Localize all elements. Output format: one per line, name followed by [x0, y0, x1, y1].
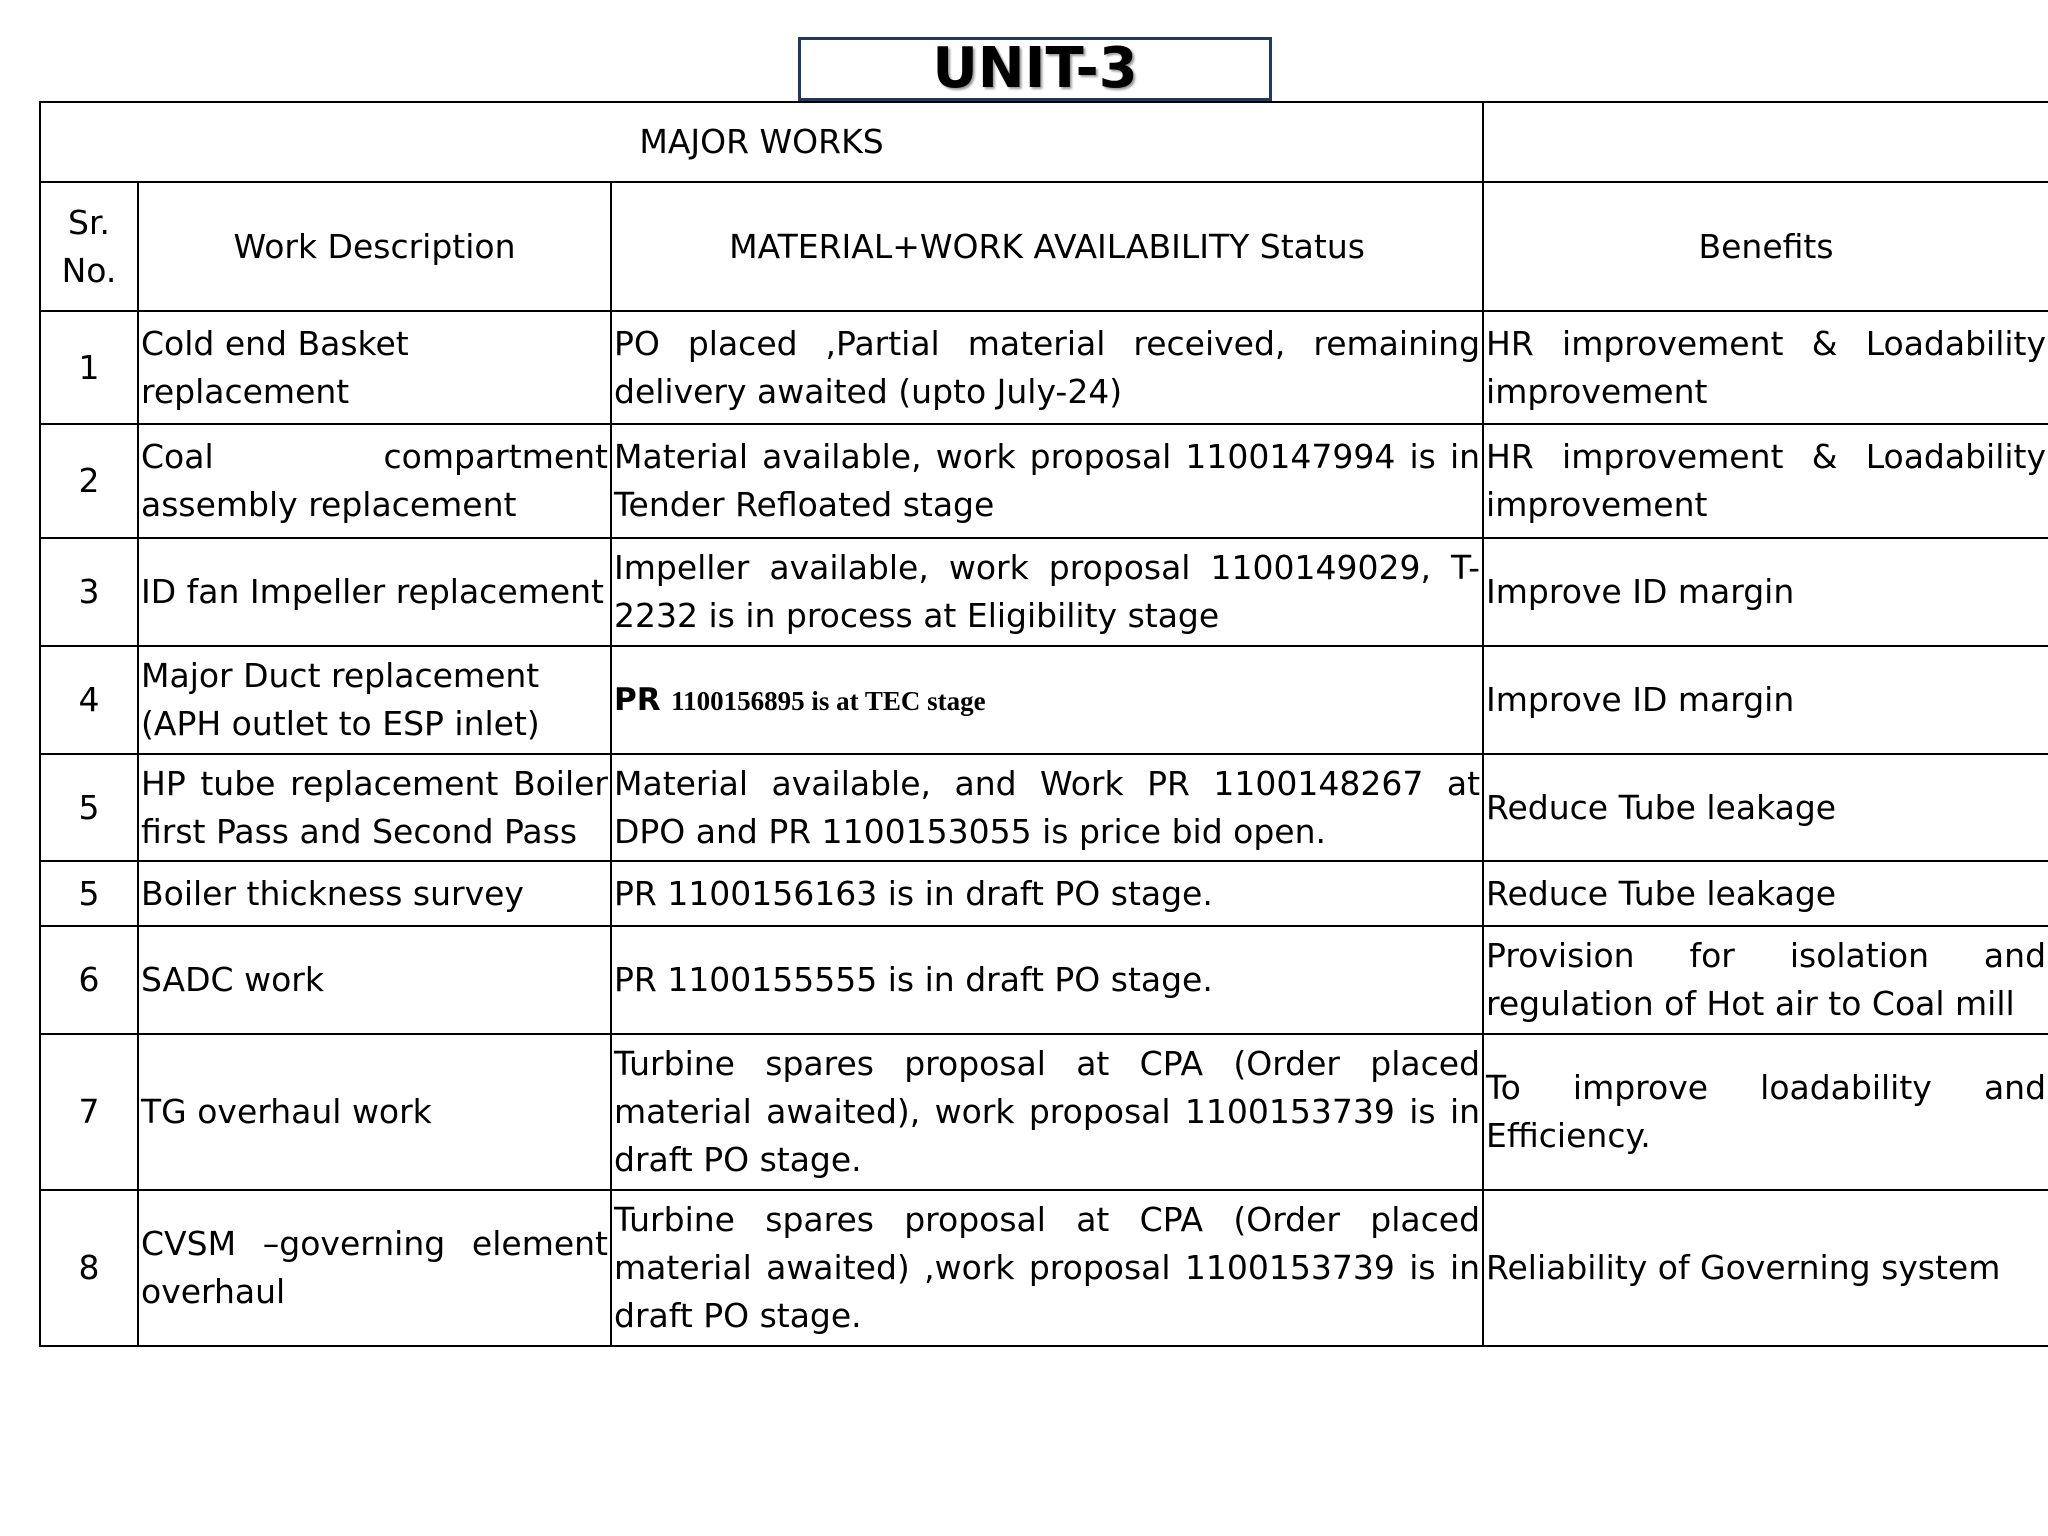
section-header-empty: [1483, 102, 2048, 182]
table-row: [40, 646, 2048, 754]
cell-desc: Major Duct replacement (APH outlet to ESP inlet): [138, 646, 611, 754]
section-header: MAJOR WORKS: [40, 102, 1483, 182]
cell-status: PO placed ,Partial material received, remaining delivery awaited (upto July-24): [611, 311, 1483, 424]
col-header-sr: Sr. No.: [40, 182, 138, 311]
col-header-desc: Work Description: [138, 182, 611, 311]
major-works-table: [39, 101, 2048, 1347]
cell-benefit: To improve loadability and Efficiency.: [1483, 1034, 2048, 1190]
cell-sr: 5: [40, 754, 138, 861]
status-pr-label: PR: [614, 682, 661, 718]
table-row: [40, 424, 2048, 538]
cell-sr: 7: [40, 1034, 138, 1190]
page-title: UNIT-3: [798, 37, 1272, 101]
cell-benefit: Reliability of Governing system: [1483, 1190, 2048, 1346]
cell-sr: 3: [40, 538, 138, 646]
cell-benefit: HR improvement & Loadability improvement: [1483, 311, 2048, 424]
col-header-status: MATERIAL+WORK AVAILABILITY Status: [611, 182, 1483, 311]
cell-benefit: Reduce Tube leakage: [1483, 861, 2048, 926]
table-row: [40, 538, 2048, 646]
cell-status: [611, 646, 1483, 754]
col-header-benefits: Benefits: [1483, 182, 2048, 311]
status-pr-text: 1100156895 is at TEC stage: [671, 686, 986, 716]
cell-desc: ID fan Impeller replacement: [138, 538, 611, 646]
cell-sr: 4: [40, 646, 138, 754]
cell-benefit: Reduce Tube leakage: [1483, 754, 2048, 861]
cell-desc: TG overhaul work: [138, 1034, 611, 1190]
table-row: [40, 861, 2048, 926]
cell-status: Material available, and Work PR 1100148267 at DPO and PR 1100153055 is price bid open.: [611, 754, 1483, 861]
cell-sr: 8: [40, 1190, 138, 1346]
cell-status: Turbine spares proposal at CPA (Order placed material awaited), work proposal 1100153739 is in draft PO stage.: [611, 1034, 1483, 1190]
table-row: [40, 1190, 2048, 1346]
table-row: [40, 311, 2048, 424]
table-row: [40, 1034, 2048, 1190]
cell-status: Impeller available, work proposal 1100149029, T-2232 is in process at Eligibility stage: [611, 538, 1483, 646]
cell-desc: Coal compartment assembly replacement: [138, 424, 611, 538]
cell-sr: 5: [40, 861, 138, 926]
table-row: [40, 754, 2048, 861]
cell-desc: HP tube replacement Boiler first Pass and Second Pass: [138, 754, 611, 861]
cell-benefit: HR improvement & Loadability improvement: [1483, 424, 2048, 538]
cell-benefit: Provision for isolation and regulation of Hot air to Coal mill: [1483, 926, 2048, 1034]
cell-status: Material available, work proposal 1100147994 is in Tender Refloated stage: [611, 424, 1483, 538]
cell-desc: Cold end Basket replacement: [138, 311, 611, 424]
cell-benefit: Improve ID margin: [1483, 538, 2048, 646]
column-header-row: [40, 182, 2048, 311]
cell-status: Turbine spares proposal at CPA (Order placed material awaited) ,work proposal 1100153739 is in draft PO stage.: [611, 1190, 1483, 1346]
cell-status: PR 1100155555 is in draft PO stage.: [611, 926, 1483, 1034]
table-row: [40, 926, 2048, 1034]
cell-status: PR 1100156163 is in draft PO stage.: [611, 861, 1483, 926]
cell-sr: 2: [40, 424, 138, 538]
cell-desc: Boiler thickness survey: [138, 861, 611, 926]
cell-benefit: Improve ID margin: [1483, 646, 2048, 754]
cell-desc: CVSM –governing element overhaul: [138, 1190, 611, 1346]
cell-desc: SADC work: [138, 926, 611, 1034]
section-header-row: [40, 102, 2048, 182]
cell-sr: 1: [40, 311, 138, 424]
cell-sr: 6: [40, 926, 138, 1034]
